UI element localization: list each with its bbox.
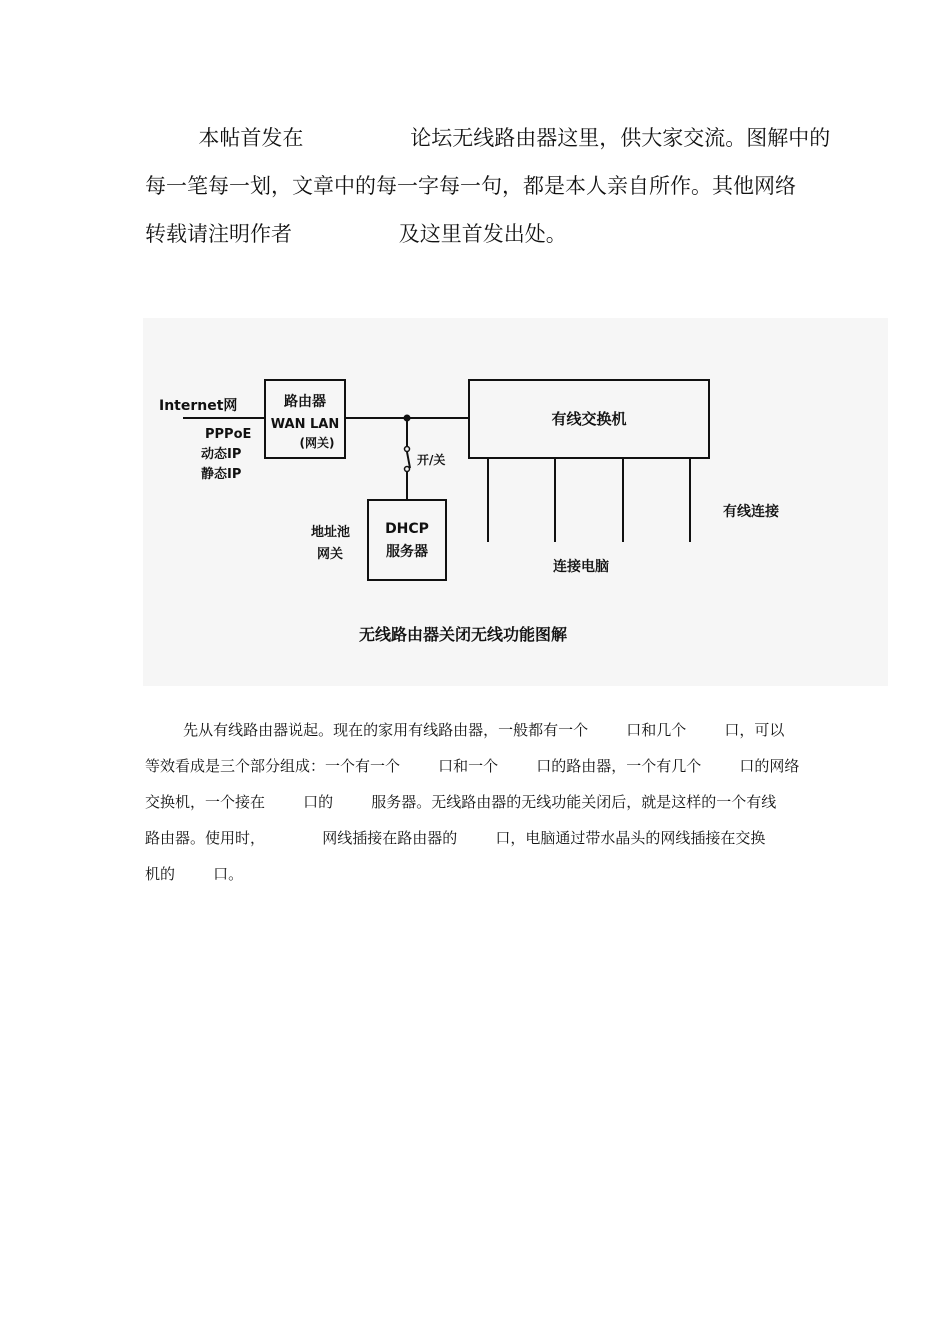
wired-connection-label: 有线连接 [723, 504, 779, 520]
switch-label: 开/关 [417, 453, 446, 467]
body-line: 先从有线路由器说起。现在的家用有线路由器，一般都有一个 口和几个 口，可以 [145, 721, 785, 739]
router-diagram [143, 318, 888, 686]
wired-switch-label: 有线交换机 [551, 410, 627, 428]
dhcp-label: DHCP [385, 521, 429, 537]
connection-type: PPPoE [205, 427, 252, 442]
dhcp-label: 服务器 [386, 544, 428, 560]
on-off-switch [407, 452, 410, 468]
pool-label: 网关 [317, 547, 344, 562]
internet-label: Internet网 [159, 398, 238, 414]
body-line: 交换机，一个接在 口的 服务器。无线路由器的无线功能关闭后，就是这样的一个有线 [145, 793, 777, 811]
intro-paragraph [145, 114, 831, 258]
router-title: 路由器 [284, 394, 326, 410]
connect-pc-label: 连接电脑 [553, 559, 609, 575]
router-gateway: (网关) [299, 436, 335, 450]
body-line: 等效看成是三个部分组成：一个有一个 口和一个 口的路由器，一个有几个 口的网络 [145, 757, 800, 775]
pool-label: 地址池 [311, 525, 351, 540]
router-ports: WAN LAN [270, 417, 340, 432]
intro-line: 每一笔每一划，文章中的每一字每一句，都是本人亲自所作。其他网络 [145, 174, 796, 198]
dhcp-box [368, 500, 446, 580]
body-line: 机的 口。 [145, 865, 244, 883]
connection-type: 动态IP [201, 447, 242, 462]
connection-type: 静态IP [201, 467, 242, 482]
body-line: 路由器。使用时， 网线插接在路由器的 口，电脑通过带水晶头的网线插接在交换 [145, 829, 766, 847]
diagram-caption: 无线路由器关闭无线功能图解 [358, 625, 568, 644]
body-paragraph [145, 712, 815, 892]
intro-line: 本帖首发在 论坛无线路由器这里，供大家交流。图解中的 [145, 126, 831, 150]
intro-line: 转载请注明作者 及这里首发出处。 [145, 222, 567, 246]
